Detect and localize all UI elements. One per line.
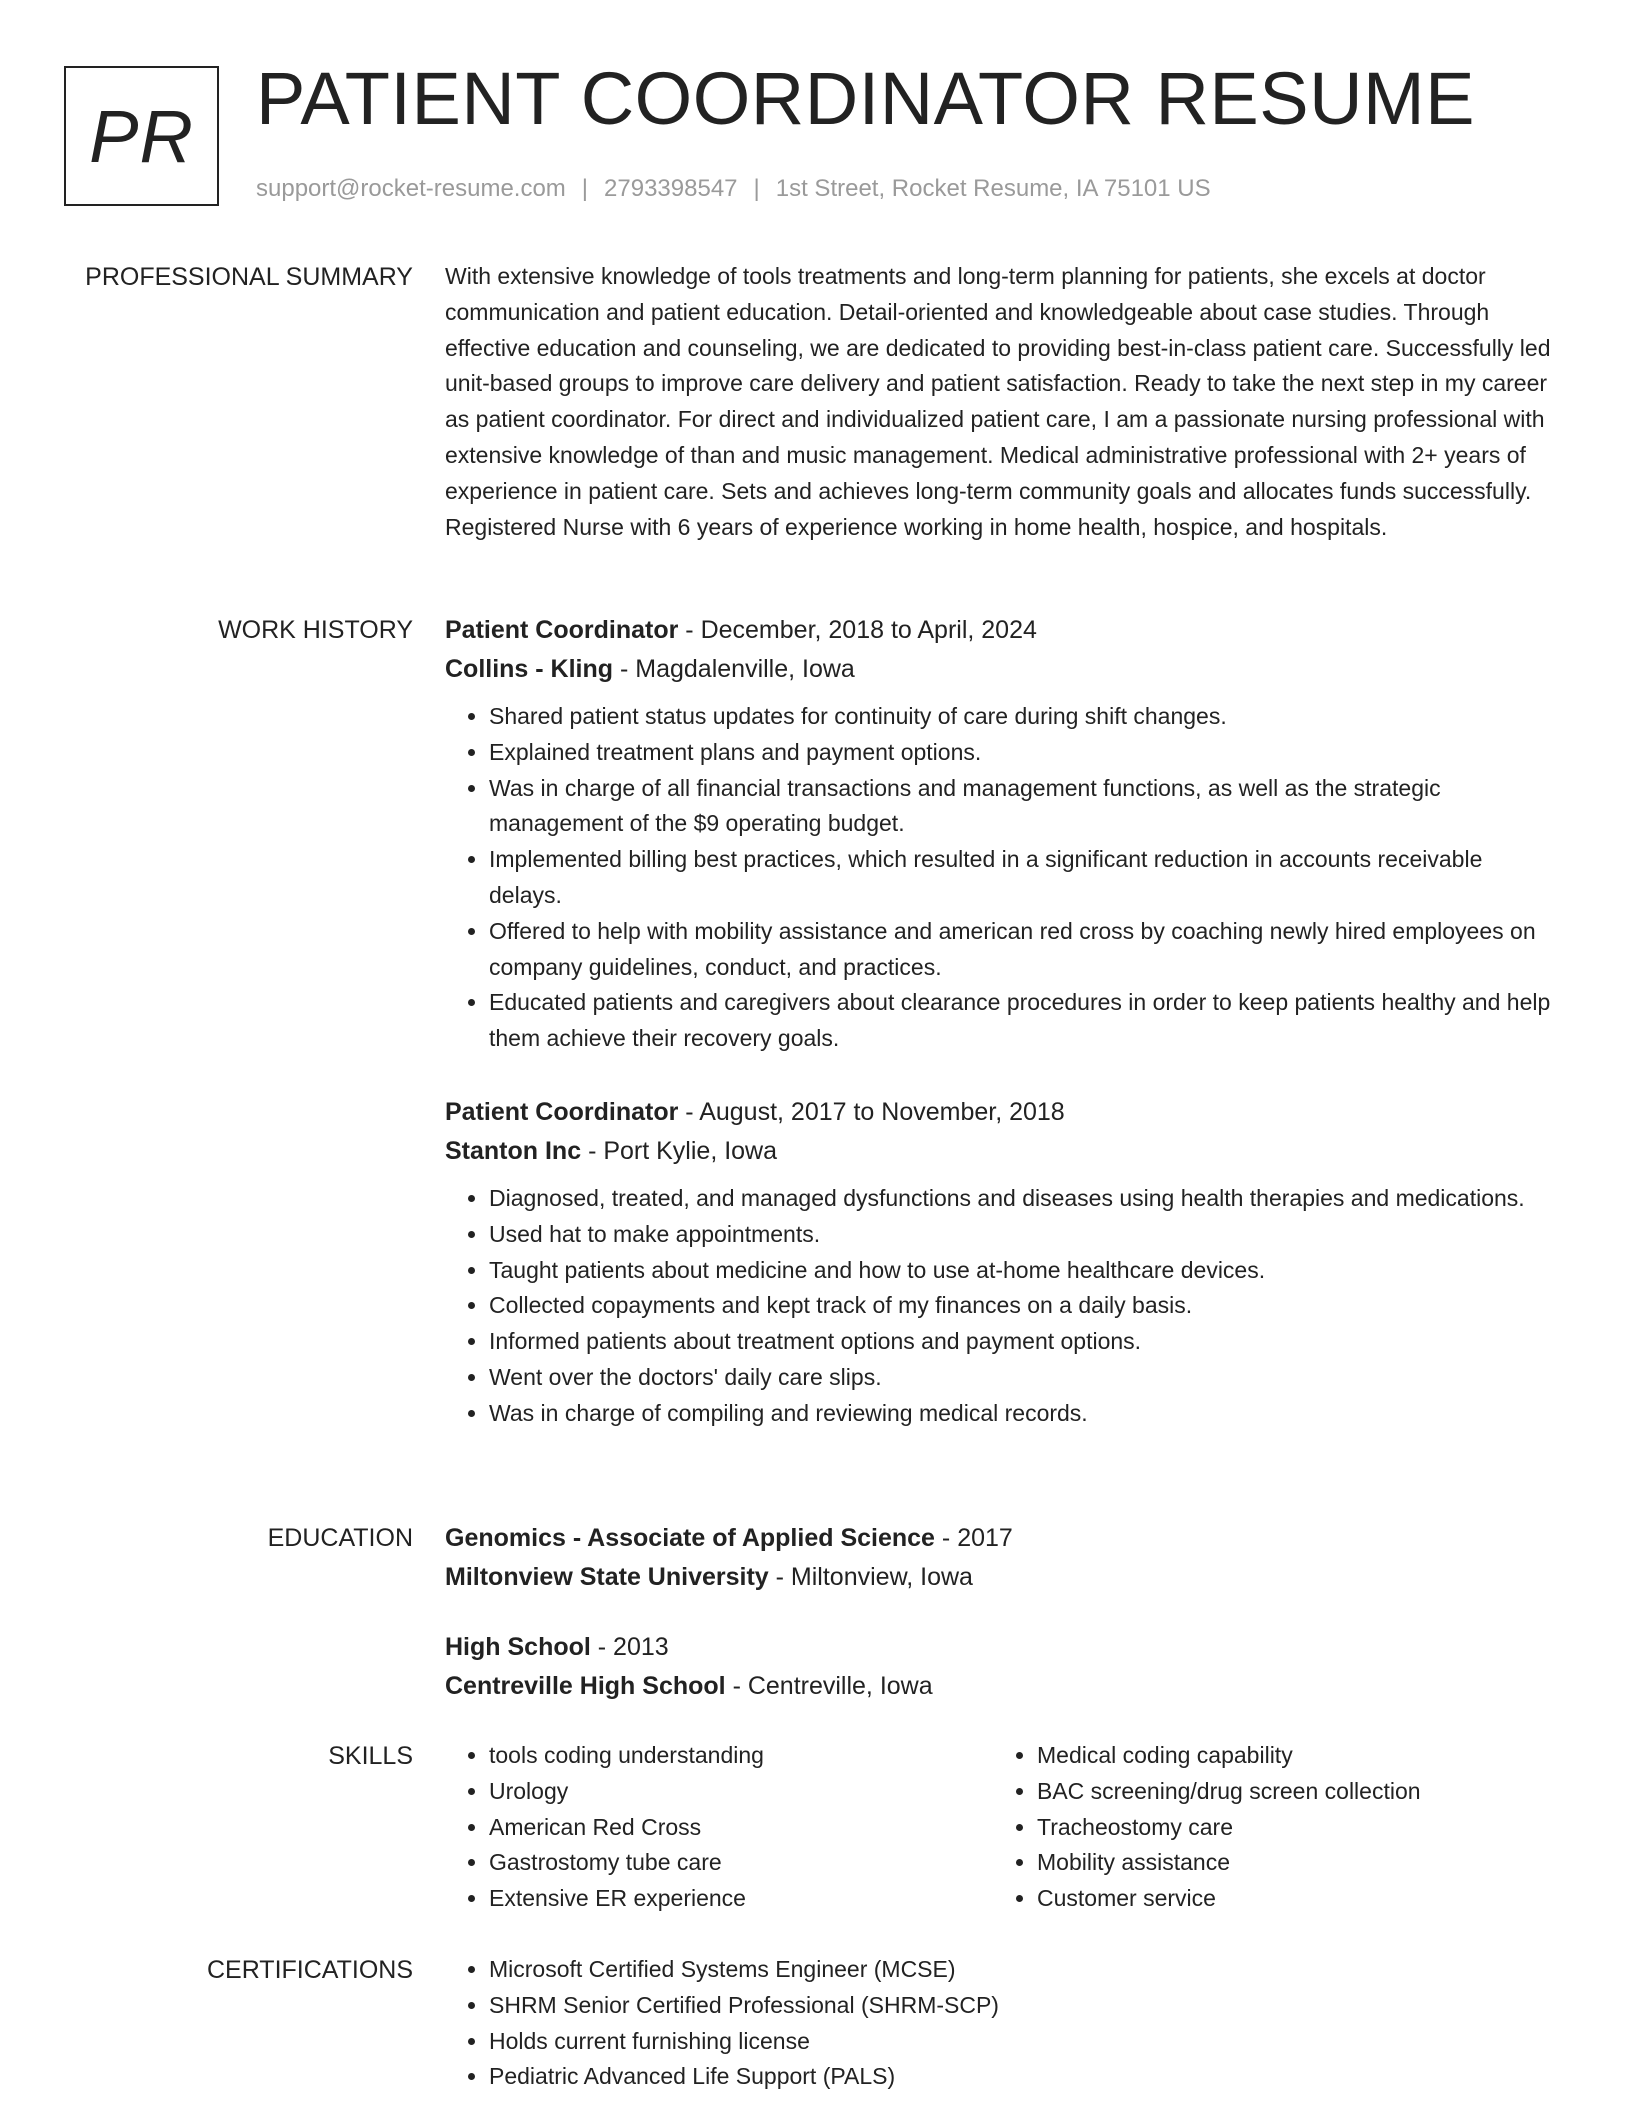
job-company: Stanton Inc <box>445 1136 582 1165</box>
education-school-line <box>445 1668 1560 1704</box>
contact-email: support@rocket-resume.com <box>256 175 566 202</box>
skills-list-right <box>993 1738 1541 1917</box>
section-label-work-history: WORK HISTORY <box>218 616 413 644</box>
section-label-skills: SKILLS <box>328 1742 413 1770</box>
skill-item: • Customer service <box>1037 1881 1541 1917</box>
job-bullet: • Used hat to make appointments. <box>489 1217 1560 1253</box>
certification-item: • Microsoft Certified Systems Engineer (MCSE) <box>489 1952 1560 1988</box>
job-dates: - August, 2017 to November, 2018 <box>685 1097 1065 1126</box>
contact-address: 1st Street, Rocket Resume, IA 75101 US <box>775 175 1211 202</box>
certification-item: • SHRM Senior Certified Professional (SHRM-SCP) <box>489 1988 1560 2024</box>
skill-item: • Medical coding capability <box>1037 1738 1541 1774</box>
section-label-summary: PROFESSIONAL SUMMARY <box>85 263 413 291</box>
skill-item: • tools coding understanding <box>489 1738 993 1774</box>
work-history-body <box>445 612 1560 1432</box>
job-bullets <box>445 1181 1560 1432</box>
skill-item: • American Red Cross <box>489 1810 993 1846</box>
skill-item: • Gastrostomy tube care <box>489 1845 993 1881</box>
education-school: Centreville High School <box>445 1672 726 1700</box>
job-bullet: • Informed patients about treatment options and payment options. <box>489 1324 1560 1360</box>
job-bullet: • Offered to help with mobility assistance and american red cross by coaching newly hired employees on company guidelines, conduct, and practices. <box>489 914 1560 986</box>
contact-separator: | <box>753 175 760 202</box>
education-degree: Genomics - Associate of Applied Science <box>445 1524 935 1552</box>
job-title: Patient Coordinator <box>445 616 679 644</box>
skill-item: • BAC screening/drug screen collection <box>1037 1774 1541 1810</box>
skills-columns <box>445 1738 1560 1917</box>
job-company-line <box>445 1133 1560 1169</box>
job-bullet: • Was in charge of all financial transactions and management functions, as well as the strategic management of the $9 operating budget. <box>489 771 1560 843</box>
monogram-logo: PR <box>64 66 219 206</box>
skill-item: • Tracheostomy care <box>1037 1810 1541 1846</box>
education-degree-line <box>445 1629 1560 1665</box>
job-company-line <box>445 651 1560 687</box>
education-year: - 2013 <box>597 1633 669 1661</box>
skills-list-left <box>445 1738 993 1917</box>
contact-phone: 2793398547 <box>604 175 738 202</box>
education-location: - Miltonview, Iowa <box>775 1563 973 1591</box>
job-bullet: • Collected copayments and kept track of my finances on a daily basis. <box>489 1288 1560 1324</box>
job-title-line <box>445 1094 1560 1130</box>
job-bullet: • Shared patient status updates for continuity of care during shift changes. <box>489 699 1560 735</box>
certifications-body <box>445 1952 1560 2095</box>
education-degree: High School <box>445 1633 591 1661</box>
education-location: - Centreville, Iowa <box>732 1672 933 1700</box>
job-bullet: • Implemented billing best practices, which resulted in a significant reduction in accounts receivable delays. <box>489 842 1560 914</box>
certification-item: • Pediatric Advanced Life Support (PALS) <box>489 2059 1560 2095</box>
education-school: Miltonview State University <box>445 1563 769 1591</box>
job-bullet: • Taught patients about medicine and how to use at-home healthcare devices. <box>489 1253 1560 1289</box>
skill-item: • Extensive ER experience <box>489 1881 993 1917</box>
skill-item: • Urology <box>489 1774 993 1810</box>
summary-text: With extensive knowledge of tools treatments and long-term planning for patients, she excels at doctor communication and patient education. Detail-oriented and knowledgeable about case studies. Through effective education and counseling, we are dedicated to providing best-in-class patient care. Successfully led unit-based groups to improve care delivery and patient satisfaction. Ready to take the next step in my career as patient coordinator. For direct and individualized patient care, I am a passionate nursing professional with extensive knowledge of than and music management. Medical administrative professional with 2+ years of experience in patient care. Sets and achieves long-term community goals and allocates funds successfully. Registered Nurse with 6 years of experience working in home health, hospice, and hospitals. <box>445 263 1551 540</box>
contact-line <box>256 175 1211 203</box>
job-entry <box>445 612 1560 1057</box>
job-dates: - December, 2018 to April, 2024 <box>685 616 1037 644</box>
education-year: - 2017 <box>941 1524 1013 1552</box>
job-bullets <box>445 699 1560 1057</box>
job-bullet: • Went over the doctors' daily care slips. <box>489 1360 1560 1396</box>
job-entry <box>445 1094 1560 1432</box>
summary-body <box>445 259 1560 545</box>
job-bullet: • Explained treatment plans and payment options. <box>489 735 1560 771</box>
certification-item: • Holds current furnishing license <box>489 2024 1560 2060</box>
education-body <box>445 1520 1560 1704</box>
section-label-certifications: CERTIFICATIONS <box>206 1956 413 1984</box>
job-title-line <box>445 612 1560 648</box>
job-location: - Port Kylie, Iowa <box>588 1136 778 1165</box>
section-label-education: EDUCATION <box>267 1524 413 1552</box>
certifications-list <box>445 1952 1560 2095</box>
job-location: - Magdalenville, Iowa <box>620 655 855 683</box>
education-entry <box>445 1629 1560 1704</box>
job-bullet: • Diagnosed, treated, and managed dysfunctions and diseases using health therapies and medications. <box>489 1181 1560 1217</box>
education-entry <box>445 1520 1560 1595</box>
job-company: Collins - Kling <box>445 655 614 683</box>
job-title: Patient Coordinator <box>445 1097 679 1126</box>
education-school-line <box>445 1559 1560 1595</box>
education-degree-line <box>445 1520 1560 1556</box>
contact-separator: | <box>581 175 589 202</box>
job-bullet: • Educated patients and caregivers about clearance procedures in order to keep patients healthy and help them achieve their recovery goals. <box>489 985 1560 1057</box>
job-bullet: • Was in charge of compiling and reviewing medical records. <box>489 1396 1560 1432</box>
skill-item: • Mobility assistance <box>1037 1845 1541 1881</box>
skills-body <box>445 1738 1560 1917</box>
resume-title: PATIENT COORDINATOR RESUME <box>256 57 1476 140</box>
